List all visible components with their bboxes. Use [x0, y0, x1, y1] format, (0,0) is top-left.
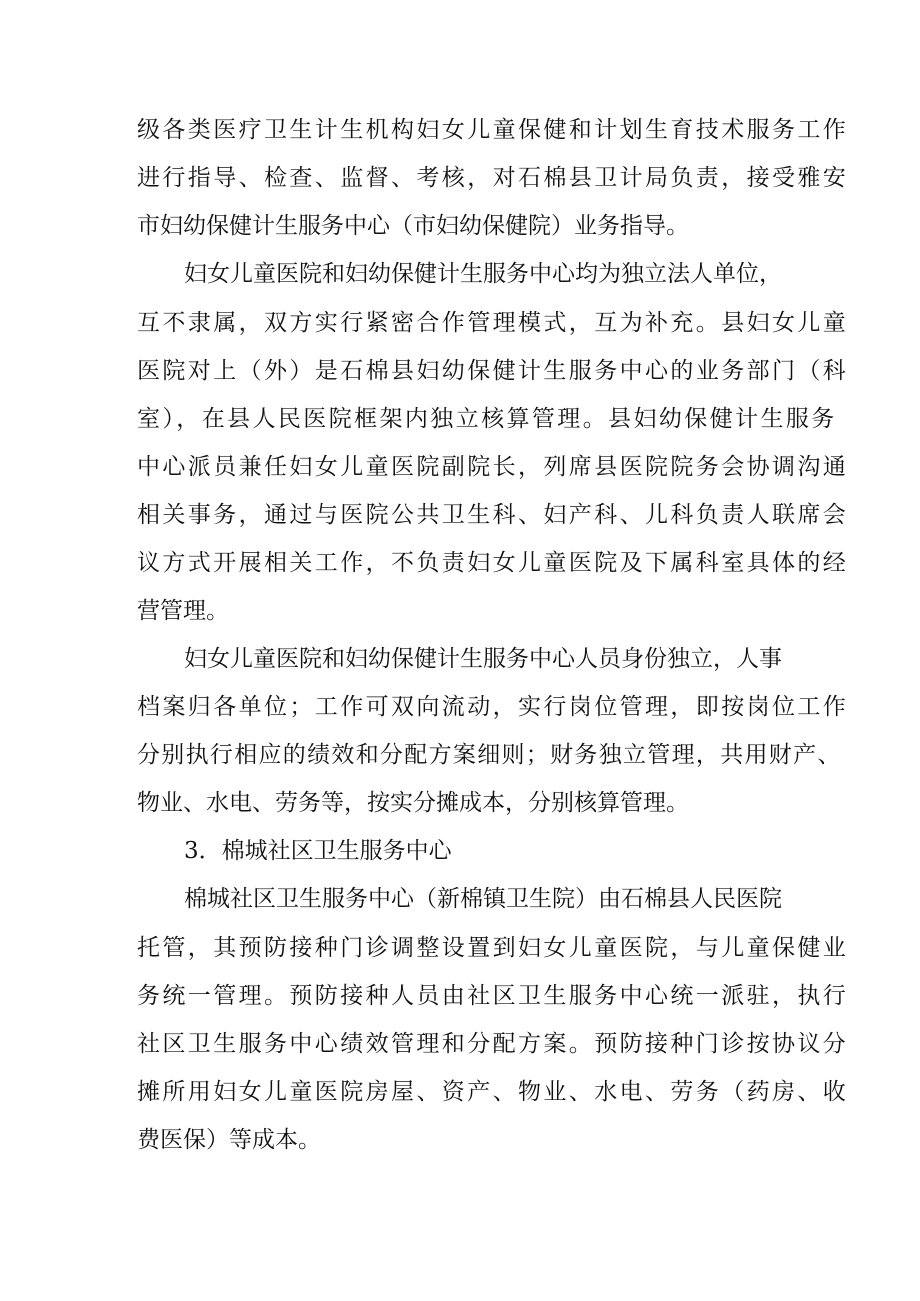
- paragraph-3-line-2: 档案归各单位；工作可双向流动，实行岗位管理，即按岗位工作: [137, 694, 849, 720]
- paragraph-2-line-4: 室），在县人民医院框架内独立核算管理。县妇幼保健计生服务: [137, 406, 837, 432]
- paragraph-2-line-2: 互不隶属，双方实行紧密合作管理模式，互为补充。县妇女儿童: [137, 310, 849, 336]
- paragraph-1-line-3: 市妇幼保健计生服务中心（市妇幼保健院）业务指导。: [137, 213, 689, 239]
- section-heading: 3．棉城社区卫生服务中心: [184, 838, 452, 864]
- paragraph-3-line-4: 物业、水电、劳务等，按实分摊成本，分别核算管理。: [137, 790, 689, 816]
- paragraph-1-line-2: 进行指导、检查、监督、考核，对石棉县卫计局负责，接受雅安: [137, 165, 849, 191]
- paragraph-2-line-8: 营管理。: [137, 598, 229, 624]
- paragraph-4-line-5: 摊所用妇女儿童医院房屋、资产、物业、水电、劳务（药房、收: [137, 1079, 849, 1105]
- paragraph-2-line-1: 妇女儿童医院和妇幼保健计生服务中心均为独立法人单位，: [184, 261, 782, 287]
- paragraph-2-line-5: 中心派员兼任妇女儿童医院副院长，列席县医院院务会协调沟通: [137, 454, 849, 480]
- paragraph-2-line-6: 相关事务，通过与医院公共卫生科、妇产科、儿科负责人联席会: [137, 502, 849, 528]
- paragraph-2-line-7: 议方式开展相关工作，不负责妇女儿童医院及下属科室具体的经: [137, 550, 849, 576]
- paragraph-3-line-1: 妇女儿童医院和妇幼保健计生服务中心人员身份独立，人事: [184, 646, 782, 672]
- paragraph-4-line-6: 费医保）等成本。: [137, 1127, 321, 1153]
- paragraph-1-line-1: 级各类医疗卫生计生机构妇女儿童保健和计划生育技术服务工作: [137, 117, 849, 143]
- paragraph-4-line-4: 社区卫生服务中心绩效管理和分配方案。预防接种门诊按协议分: [137, 1031, 849, 1057]
- paragraph-3-line-3: 分别执行相应的绩效和分配方案细则；财务独立管理，共用财产、: [137, 742, 842, 768]
- paragraph-4-line-3: 务统一管理。预防接种人员由社区卫生服务中心统一派驻，执行: [137, 983, 849, 1009]
- paragraph-4-line-2: 托管，其预防接种门诊调整设置到妇女儿童医院，与儿童保健业: [137, 935, 849, 961]
- paragraph-2-line-3: 医院对上（外）是石棉县妇幼保健计生服务中心的业务部门（科: [137, 358, 849, 384]
- paragraph-4-line-1: 棉城社区卫生服务中心（新棉镇卫生院）由石棉县人民医院: [184, 886, 782, 912]
